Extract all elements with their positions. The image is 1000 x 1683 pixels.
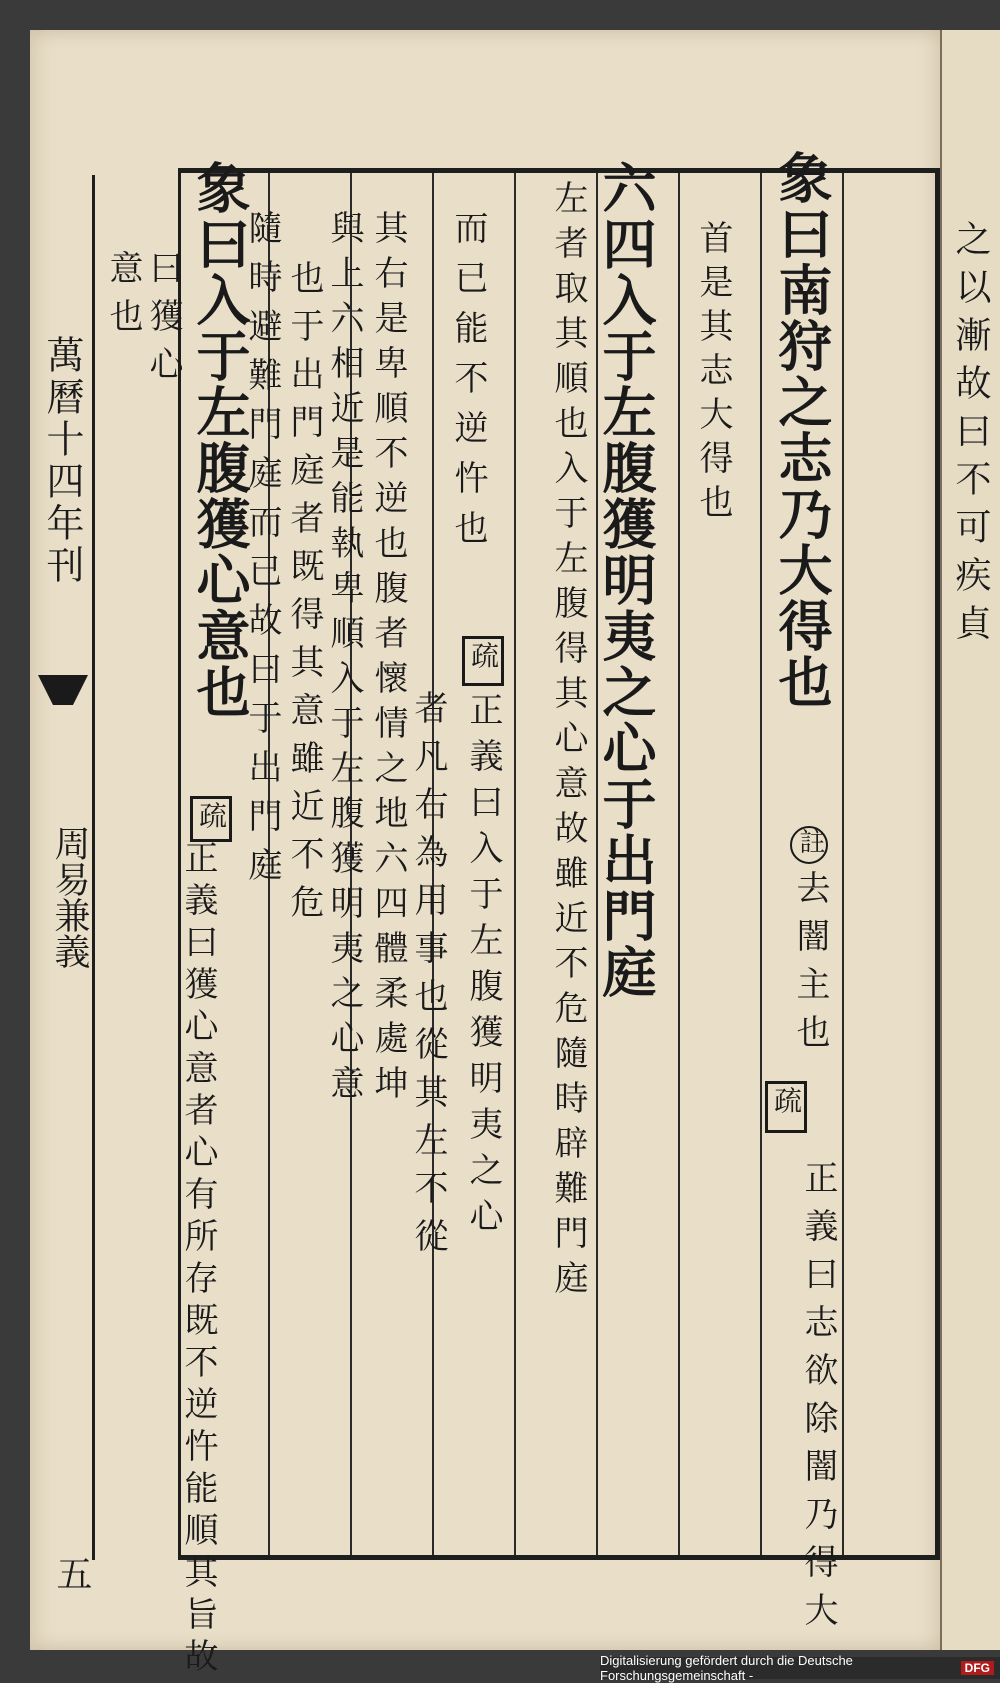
margin-title: 萬曆十四年刊	[40, 335, 84, 587]
margin-page-number: 五	[51, 1555, 92, 1591]
note-text: 隨時避難門庭而已故曰于出門庭	[242, 210, 282, 896]
column-rule	[842, 173, 844, 1555]
main-text: 象曰入于左腹獲心意也	[188, 160, 252, 720]
note-text: 意也	[103, 250, 143, 346]
shu-mark: 疏	[190, 796, 232, 842]
zhu-mark: 註	[790, 826, 828, 864]
margin-book-title: 周易兼義	[49, 825, 90, 969]
note-text: 而已能不逆忤也	[448, 210, 488, 560]
note-text: 也于出門庭者既得其意雖近不危	[284, 260, 324, 932]
column-rule	[760, 173, 762, 1555]
digitization-footer	[600, 1653, 1000, 1683]
column-rule	[678, 173, 680, 1555]
note-text: 與上六相近是能執卑順入于左腹獲明夷之心意	[324, 210, 364, 1110]
note-text: 者凡右為用事也從其左不從	[408, 690, 448, 1266]
text-column-2	[695, 220, 731, 528]
text-column-8	[286, 260, 322, 932]
text-column-10-shu-text	[180, 840, 216, 1680]
text-column-3	[596, 160, 656, 1000]
text-column-6	[370, 210, 406, 1110]
note-text: 曰獲心	[143, 250, 183, 394]
note-text: 其右是卑順不逆也腹者懷情之地六四體柔處坤	[368, 210, 408, 1110]
main-text: 六四入于左腹獲明夷之心于出門庭	[594, 160, 658, 1000]
text-column-12	[105, 250, 141, 346]
text-column-3-note	[550, 180, 586, 1305]
main-text: 象曰南狩之志乃大得也	[770, 150, 834, 710]
shu-text: 正義曰志欲除闇乃得大	[798, 1160, 838, 1640]
footer-credit: Digitalisierung gefördert durch die Deutsche Forschungsgemeinschaft -	[600, 1653, 853, 1683]
column-rule	[514, 173, 516, 1555]
text-column-4-shu	[462, 630, 504, 1244]
text-column-1-shu	[765, 1075, 807, 1139]
text-column-1	[772, 150, 832, 710]
text-column-5	[410, 690, 446, 1266]
next-page-edge	[940, 30, 1000, 1650]
note-text: 首是其志大得也	[693, 220, 733, 528]
dfg-logo: DFG	[961, 1661, 994, 1675]
next-page-text: 之以漸故曰不可疾貞	[950, 220, 991, 652]
text-column-1-shu-text	[800, 1160, 836, 1640]
note-text: 左者取其順也入于左腹得其心意故雖近不危隨時辟難門庭	[548, 180, 588, 1305]
shu-text: 正義曰獲心意者心有所存既不逆忤能順其旨故	[178, 840, 218, 1680]
text-column-10	[190, 160, 250, 720]
shu-mark: 疏	[765, 1081, 807, 1133]
shu-mark: 疏	[462, 636, 504, 686]
text-column-11	[145, 250, 181, 394]
shu-text: 正義曰入于左腹獲明夷之心	[463, 692, 503, 1244]
margin-column	[32, 175, 95, 1591]
fish-tail-mark	[38, 675, 88, 705]
text-column-7	[326, 210, 362, 1110]
text-column-4	[450, 210, 486, 560]
text-column-1-note	[790, 820, 828, 1062]
note-text: 去闇主也	[790, 870, 830, 1062]
